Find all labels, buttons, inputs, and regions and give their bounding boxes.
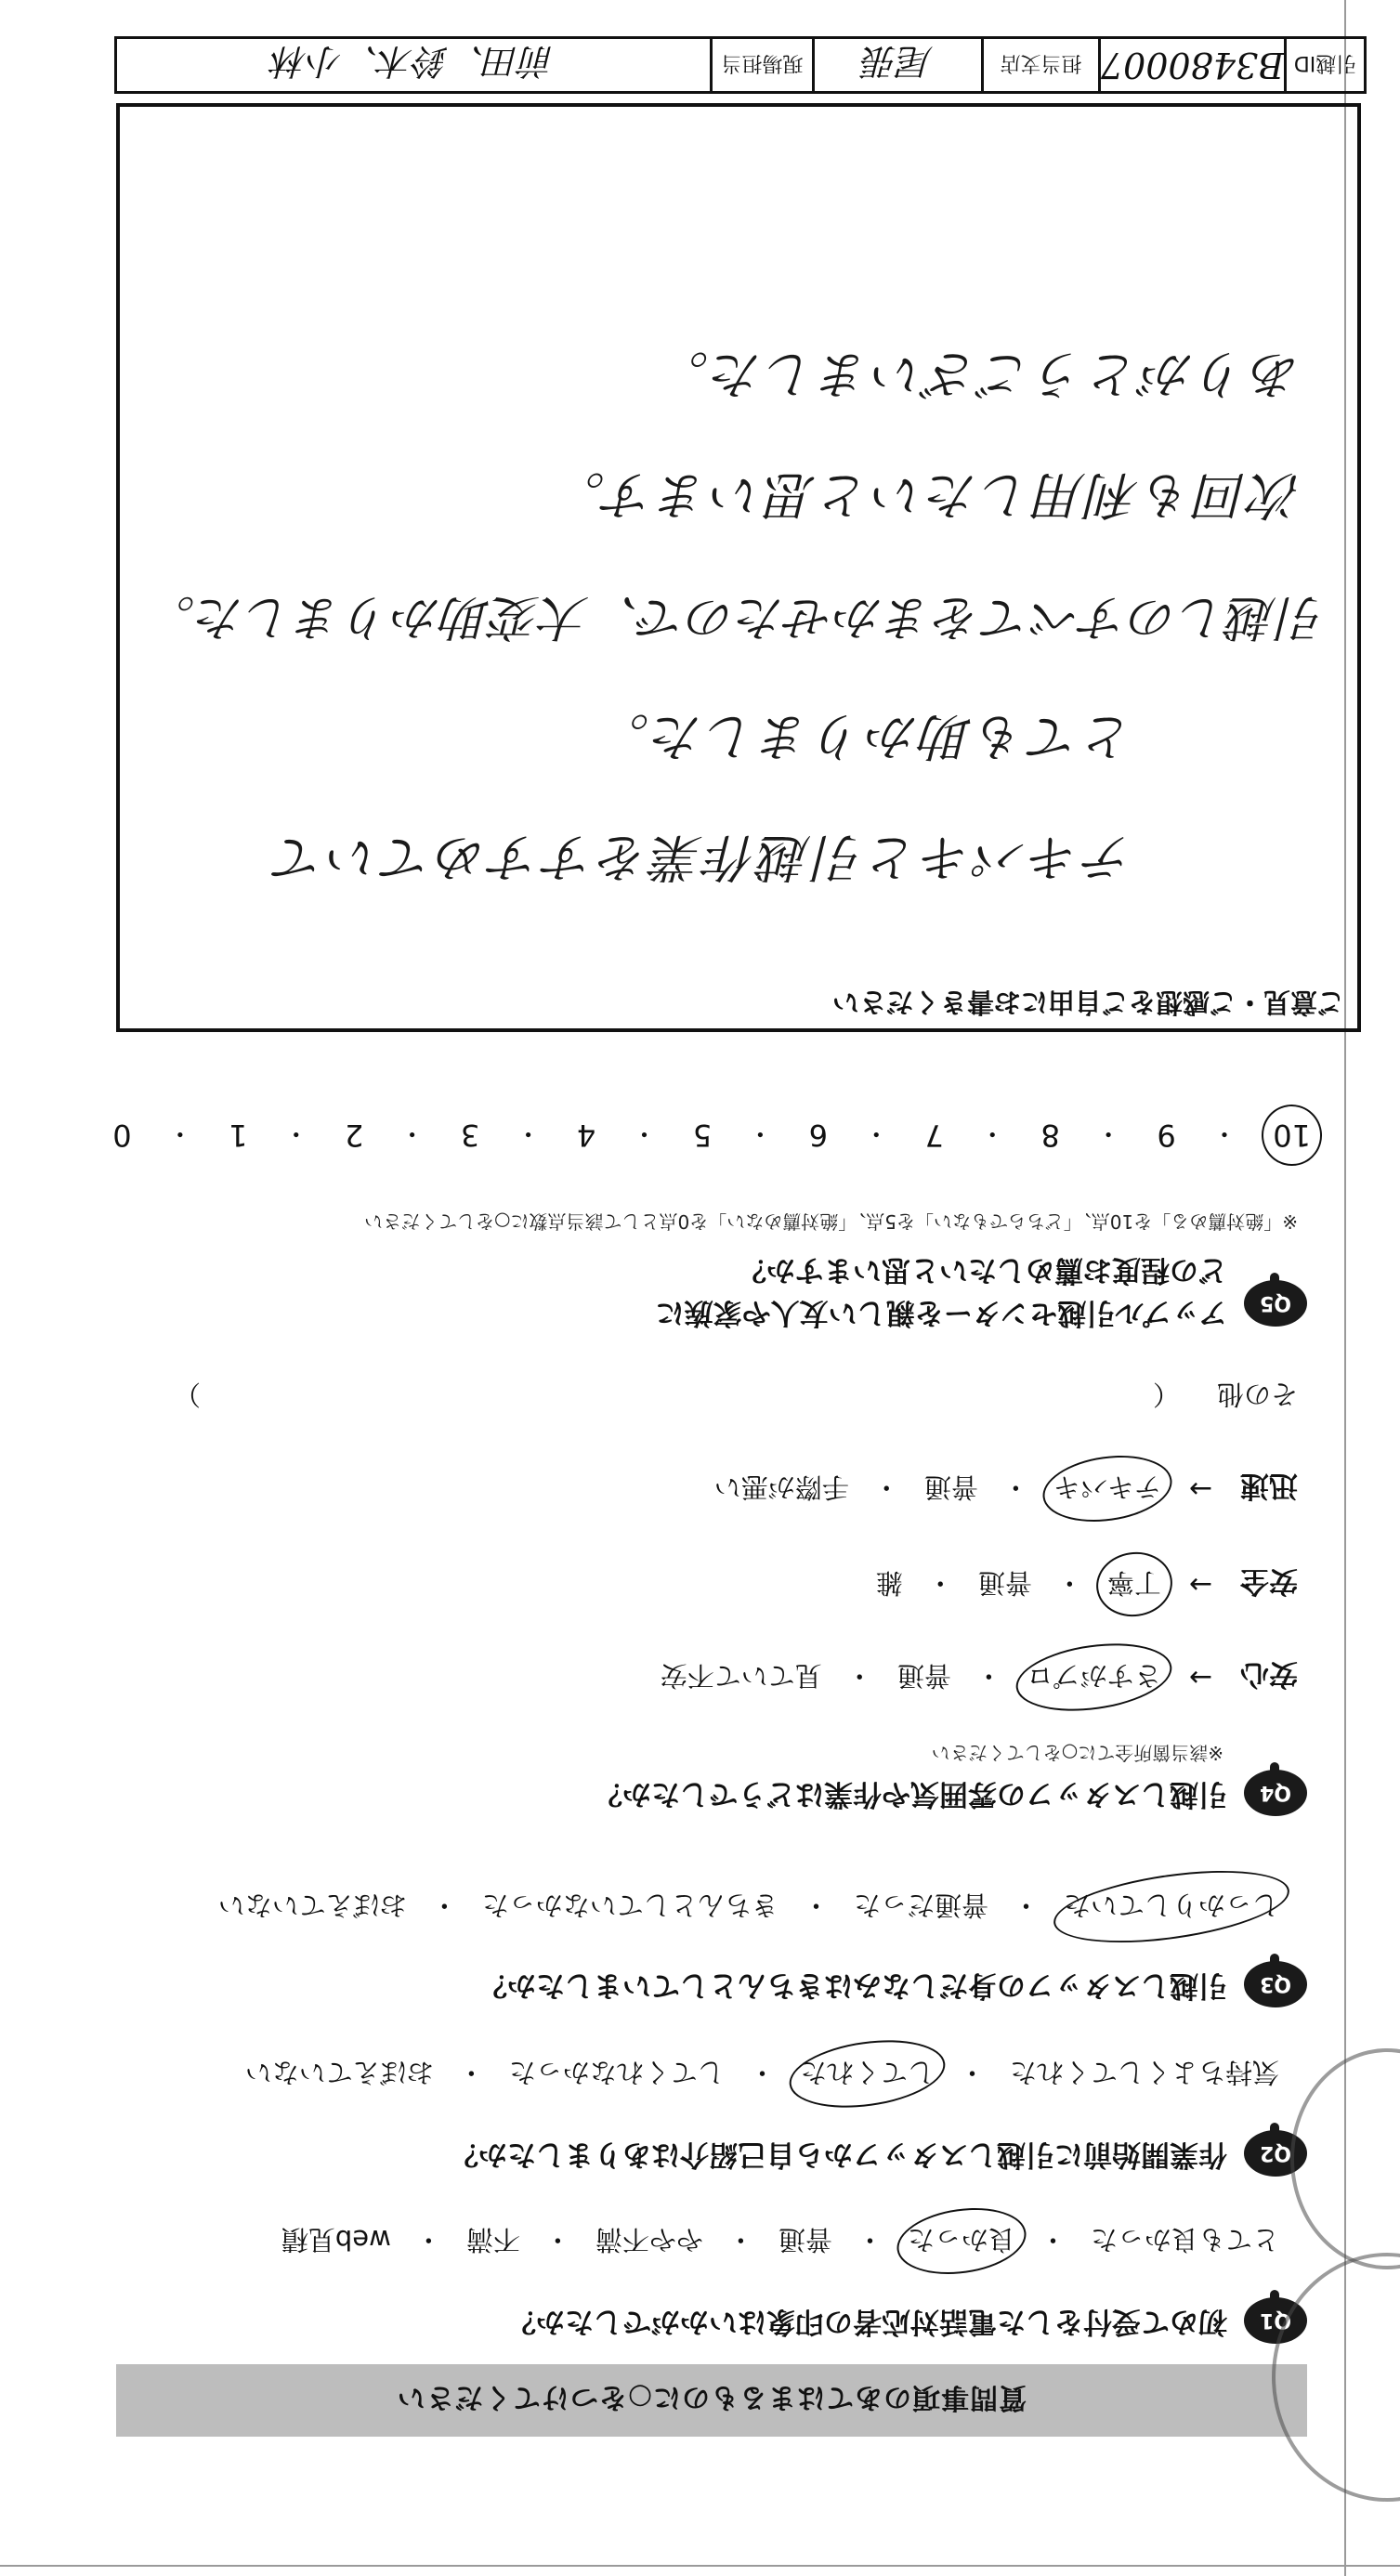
q5-score[interactable]: 2 [345,1118,364,1153]
branch-value: 尾張 [812,39,981,91]
scan-edge-top [0,2565,1400,2567]
q5-question-line2: どの程度お薦めしたいと思いますか？ [738,1253,1227,1287]
q5-score[interactable]: 9 [1157,1118,1176,1153]
q4-note: ※該当箇所全てに○をしてください [931,1742,1223,1764]
q5-score-selected[interactable]: 10 [1273,1118,1311,1153]
comment-box[interactable] [116,103,1361,1032]
q4-option[interactable]: 普通 [923,1471,978,1503]
branch-label: 担当支店 [981,39,1098,91]
q4-option[interactable]: 普通 [896,1660,951,1692]
q4-option-selected[interactable]: 丁寧 [1107,1565,1161,1603]
q2-options: 気持ちよくしてくれた ・ してくれた ・ してくれなかった ・ おぼえていない [245,2055,1279,2093]
q2-question: 作業開始前に引越しスタッフから自己紹介はありましたか？ [450,2138,1227,2171]
instruction-band [116,2364,1307,2437]
q1-option[interactable]: 不満 [465,2224,520,2256]
q1-options: とても良かった ・ 良かった ・ 普通 ・ やや不満 ・ 不満 ・ web見積 [281,2222,1279,2260]
q3-option[interactable]: おぼえていない [217,1890,407,1921]
comment-line: 引越しのすべてをまかせたので、大変助かりました。 [146,589,1326,645]
staff-value: 前田、鈴木、小林 [272,41,556,83]
q4-option[interactable]: 見ていて不安 [660,1660,822,1692]
q2-option[interactable]: 気持ちよくしてくれた [1009,2057,1279,2088]
q1-option-selected[interactable]: 良かった [908,2222,1015,2260]
q4-question: 引越しスタッフの雰囲気や作業はどうでしたか？ [594,1777,1227,1811]
q3-option[interactable]: 普通だった [853,1890,988,1921]
comment-line: テキパキと引越作業をすすめていて [271,828,1134,887]
q1-badge: Q1 [1244,2297,1307,2344]
q3-option-selected[interactable]: しっかりしていた [1064,1888,1279,1926]
q4-badge: Q4 [1244,1770,1307,1816]
q2-option-selected[interactable]: してくれた [800,2055,935,2093]
q1-option[interactable]: とても良かった [1090,2224,1279,2256]
q1-question: 初めて受付をした電話対応者の印象はいかがでしたか？ [507,2305,1227,2338]
q2-badge: Q2 [1244,2130,1307,2177]
q4-option-selected[interactable]: さすがプロ [1027,1658,1161,1696]
comment-label: ご意見・ご感想をご自由にお書きください [831,987,1344,1018]
q4-option-selected[interactable]: テキパキ [1053,1470,1161,1508]
q5-note: ※「絶対薦める」を10点、「どちらでもない」を5点、「絶対薦めない」を0点として該当点数に○をしてください [364,1210,1298,1233]
q5-score[interactable]: 7 [924,1118,944,1153]
staff-table [114,36,1367,94]
q5-question-line1: アップル引越センターを親しい友人や家族に [655,1296,1227,1329]
q4-other-close: ） [173,1379,201,1410]
comment-line: 次回も利用したいと思います。 [551,465,1302,525]
instruction-text: 質問事項のあてはまるものに○をつけてください [396,2381,1027,2413]
q4-row-jinsoku: 迅速 → テキパキ ・ 普通 ・ 手際が悪い [714,1468,1298,1510]
comment-line: ありがとうございました。 [654,345,1302,404]
q5-score[interactable]: 8 [1040,1118,1060,1153]
q5-score[interactable]: 3 [460,1118,480,1153]
receipt-stamp [1290,2048,1400,2269]
q4-other [90,1377,1298,1415]
q4-option[interactable]: 手際が悪い [713,1471,849,1503]
move-id-label: 引越ID [1284,39,1364,91]
q4-row-anshin: 安心 → さすがプロ ・ 普通 ・ 見ていて不安 [661,1656,1298,1698]
q3-badge: Q3 [1244,1961,1307,2007]
q2-option[interactable]: してくれなかった [508,2057,725,2088]
date-stamp [1272,2253,1400,2502]
move-id-value: B3480007 [1098,39,1284,91]
q4-option[interactable]: 雑 [875,1567,903,1599]
q2-option[interactable]: おぼえていない [244,2057,434,2088]
q3-question: 引越しスタッフの身だしなみはきちんとしていましたか？ [478,1968,1227,2002]
q3-option[interactable]: きちんとしていなかった [481,1890,779,1921]
q5-scale: 10 ・ 9 ・ 8 ・ 7 ・ 6 ・ 5 ・ 4 ・ 3 ・ 2 ・ 1 ・ 0 [112,1118,1311,1153]
q1-option[interactable]: web見積 [281,2224,391,2256]
q1-option[interactable]: 普通 [778,2224,832,2256]
q5-badge: Q5 [1244,1280,1307,1327]
comment-line: とても助かりました。 [595,707,1134,766]
q4-row-label: 安全 [1240,1564,1298,1598]
q4-other-open: （ [1152,1379,1180,1410]
staff-label: 現場担当 [710,39,812,91]
q4-option[interactable]: 普通 [977,1567,1032,1599]
q5-score[interactable]: 5 [692,1118,713,1153]
q5-score[interactable]: 0 [112,1118,132,1153]
q4-other-label: その他 [1216,1379,1298,1410]
q1-option[interactable]: やや不満 [595,2224,703,2256]
q3-options: しっかりしていた ・ 普通だった ・ きちんとしていなかった ・ おぼえていない [218,1888,1279,1926]
q4-row-label: 安心 [1240,1657,1298,1691]
q4-row-label: 迅速 [1240,1469,1298,1502]
q5-score[interactable]: 1 [229,1118,248,1153]
q4-row-anzen: 安全 → 丁寧 ・ 普通 ・ 雑 [876,1563,1298,1605]
q5-score[interactable]: 4 [576,1118,596,1153]
q5-score[interactable]: 6 [808,1118,829,1153]
